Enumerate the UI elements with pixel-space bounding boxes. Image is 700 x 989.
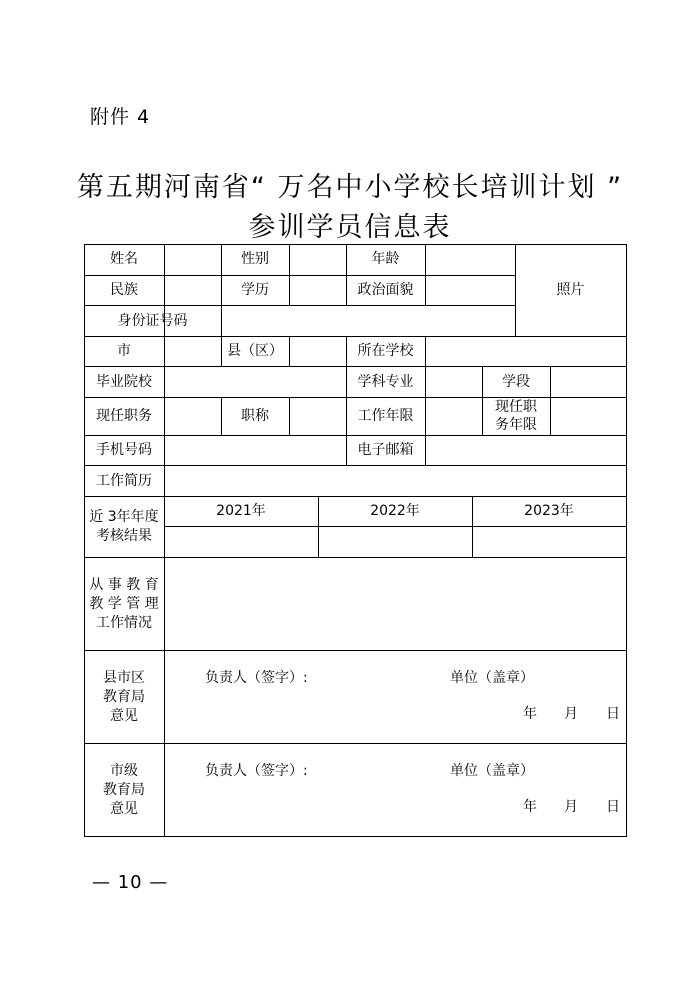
- county-responsible-person: 负责人（签字）:: [205, 670, 308, 686]
- photo-label: 照片: [556, 282, 585, 298]
- city-year: 年: [523, 799, 537, 815]
- page-subtitle: 参训学员信息表: [248, 212, 452, 243]
- assessment-label-2: 考核结果: [96, 528, 152, 544]
- county-day: 日: [606, 706, 620, 722]
- age-label: 年龄: [371, 251, 400, 267]
- school-stage-label: 学段: [502, 374, 530, 390]
- gender-label: 性别: [241, 251, 269, 267]
- city-responsible-person: 负责人（签字）:: [205, 763, 308, 779]
- name-label: 姓名: [110, 251, 138, 267]
- current-position-label: 现任职务: [96, 408, 152, 424]
- attachment-label: 附件 4: [90, 106, 151, 128]
- year-2021-header: 2021年: [216, 503, 266, 519]
- years-in-position-label-1: 现任职: [495, 399, 537, 415]
- email-label: 电子邮箱: [357, 442, 414, 458]
- major-label: 学科专业: [357, 374, 414, 390]
- school-label: 所在学校: [357, 343, 414, 359]
- assessment-label-1: 近 3年年度: [89, 509, 159, 525]
- city-opinion-label-3: 意见: [110, 801, 138, 817]
- political-status-label: 政治面貌: [357, 282, 414, 298]
- years-in-position-label-2: 务年限: [495, 417, 537, 433]
- professional-title-label: 职称: [241, 408, 269, 424]
- county-opinion-label-2: 教育局: [103, 689, 145, 705]
- page-number: — 10 —: [92, 872, 169, 893]
- county-year: 年: [523, 706, 537, 722]
- county-unit-seal: 单位（盖章）: [450, 670, 534, 686]
- ethnicity-label: 民族: [110, 282, 138, 298]
- page-title: 第五期河南省“ 万名中小学校长培训计划 ”: [76, 172, 624, 203]
- city-day: 日: [606, 799, 620, 815]
- county-month: 月: [564, 706, 578, 722]
- edu-mgmt-label-1: 从 事 教 育: [89, 577, 159, 593]
- work-resume-label: 工作简历: [96, 473, 152, 489]
- county-label: 县（区）: [227, 343, 283, 359]
- edu-mgmt-label-2: 教 学 管 理: [89, 596, 159, 612]
- id-number-label: 身份证号码: [117, 313, 188, 329]
- city-unit-seal: 单位（盖章）: [450, 763, 534, 779]
- mobile-label: 手机号码: [96, 442, 152, 458]
- city-opinion-label-1: 市级: [110, 763, 138, 779]
- city-label: 市: [117, 343, 131, 359]
- city-opinion-label-2: 教育局: [103, 782, 145, 798]
- years-working-label: 工作年限: [357, 408, 414, 424]
- edu-mgmt-label-3: 工作情况: [96, 615, 152, 631]
- county-opinion-label-3: 意见: [110, 708, 138, 724]
- info-form-table: [84, 244, 627, 837]
- year-2022-header: 2022年: [370, 503, 420, 519]
- education-label: 学历: [241, 282, 269, 298]
- graduated-from-label: 毕业院校: [96, 374, 152, 390]
- year-2023-header: 2023年: [524, 503, 574, 519]
- city-month: 月: [564, 799, 578, 815]
- county-opinion-label-1: 县市区: [103, 670, 145, 686]
